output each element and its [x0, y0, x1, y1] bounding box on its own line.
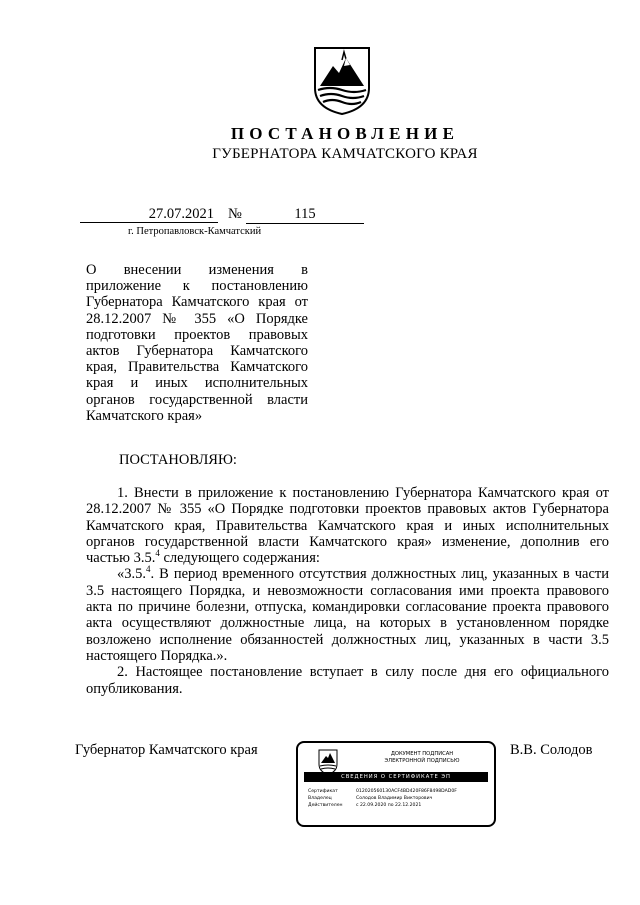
document-subject: О внесении изменения в приложение к постановлению Губернатора Камчатского края от 28.12.2007 № 355 «О Порядке подготовки проектов правовых актов Губернатора Камчатского края, Правительства Камчатского края и иных исполнительных органов государственной власти Камчатского края» — [86, 262, 308, 424]
kamchatka-emblem-icon — [313, 46, 371, 116]
document-body — [86, 485, 609, 697]
paragraph-1: 1. Внести в приложение к постановлению Губернатора Камчатского края от 28.12.2007 № 355 «О Порядке подготовки проектов правовых актов Губернатора Камчатского края, Правительства Камчатского края и иных исполнительных органов государственной власти Камчатского края» изменение, дополнив его частью 3.5.$^4$ следующего содержания: — [86, 485, 609, 567]
stamp-owner-row: Владелец Солодов Владимир Викторович — [308, 796, 433, 801]
signatory-position: Губернатор Камчатского края — [75, 742, 258, 758]
paragraph-3: 2. Настоящее постановление вступает в силу после дня его официального опубликования. — [86, 664, 609, 697]
stamp-heading: ДОКУМЕНТ ПОДПИСАН ЭЛЕКТРОННОЙ ПОДПИСЬЮ — [384, 751, 460, 764]
stamp-cert-bar: СВЕДЕНИЯ О СЕРТИФИКАТЕ ЭП — [304, 772, 488, 782]
document-number: 115 — [246, 206, 364, 224]
number-sign: № — [228, 206, 242, 222]
stamp-cert-row: Сертификат 012020560130ACF4BD420F86F8498DAD0F — [308, 789, 457, 794]
signatory-name: В.В. Солодов — [510, 742, 593, 758]
document-city: г. Петропавловск-Камчатский — [128, 226, 262, 237]
stamp-valid-row: Действителен с 22.09.2020 по 22.12.2021 — [308, 803, 422, 808]
decree-word: ПОСТАНОВЛЯЮ: — [119, 452, 237, 468]
document-subtitle: ГУБЕРНАТОРА КАМЧАТСКОГО КРАЯ — [212, 146, 478, 162]
document-date: 27.07.2021 — [80, 206, 218, 223]
document-title: ПОСТАНОВЛЕНИЕ — [230, 124, 460, 143]
electronic-signature-stamp — [296, 741, 496, 827]
paragraph-2: «3.5.$^4$. В период временного отсутствия должностных лиц, указанных в части 3.5 настоящего Порядка, и невозможности согласования ими проекта правового акта по причине болезни, отпуска, командировки согласование проекта правового акта осуществляют должностные лица, на которых в установленном порядке возложено исполнение обязанностей должностных лиц, указанных в части 3.5 настоящего Порядка.». — [86, 564, 609, 664]
